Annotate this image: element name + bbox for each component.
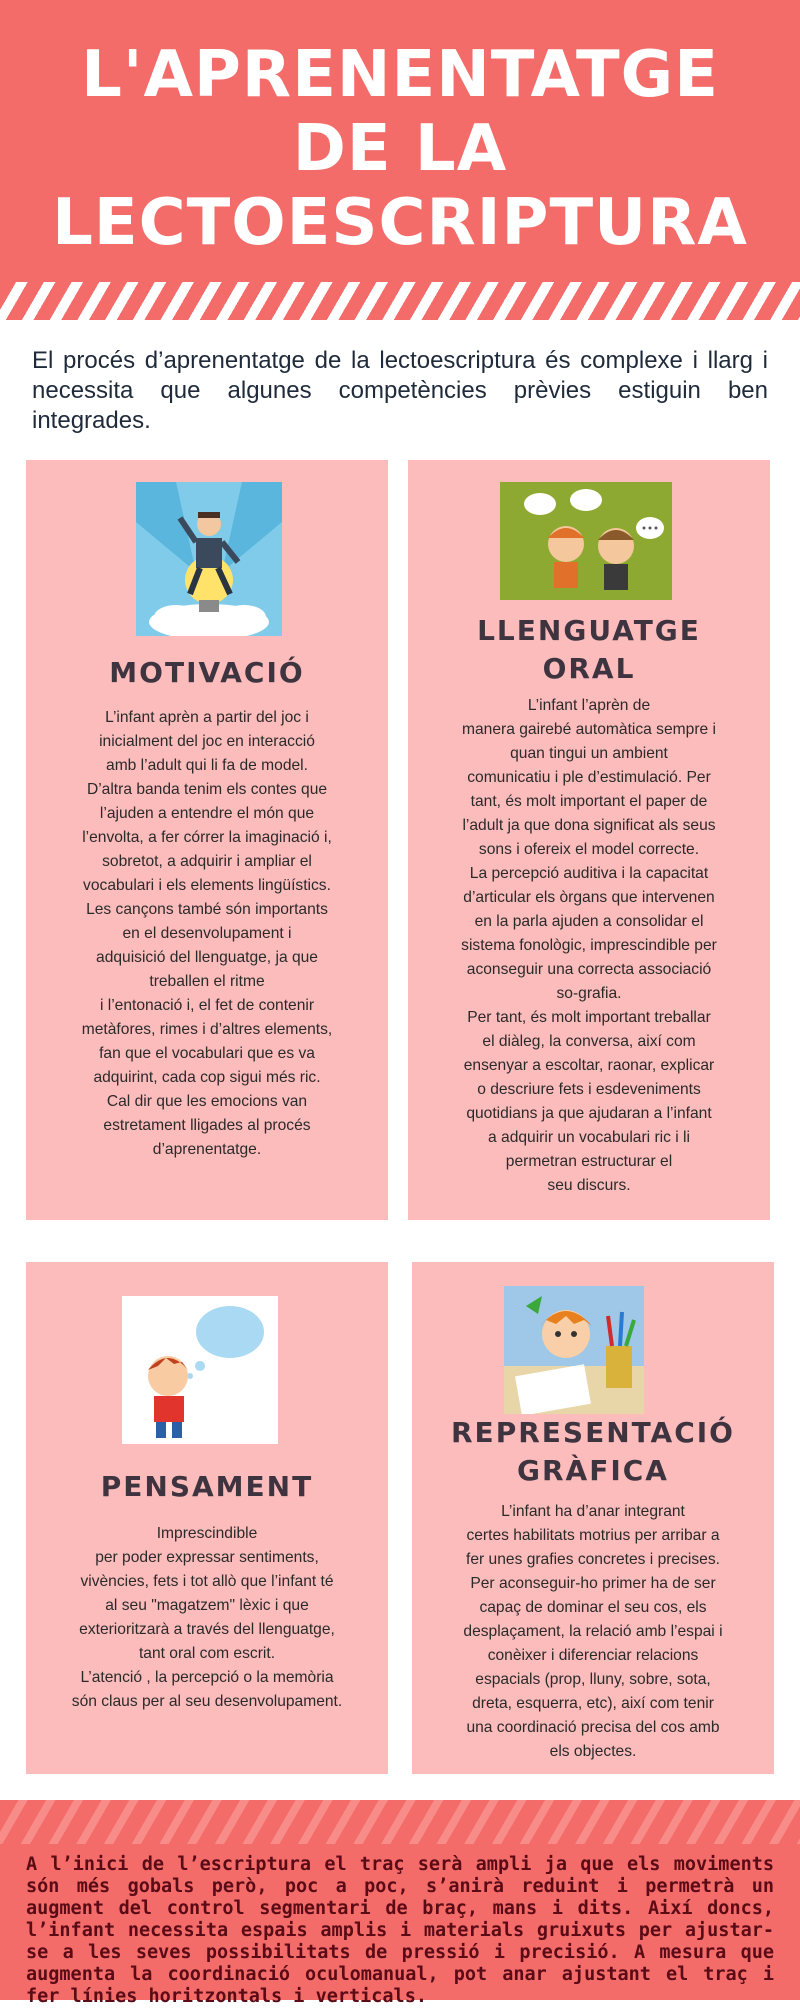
card-llenguatge-oral — [408, 460, 770, 1220]
page-title — [0, 38, 800, 260]
card-title-llenguatge-line1: LLENGUATGE — [477, 614, 701, 647]
header-banner — [0, 0, 800, 320]
talking-kids-icon — [500, 482, 672, 600]
title-line-2: DE LA — [292, 112, 508, 186]
card-body-pensament: Imprescindible per poder expressar sentiments, vivències, fets i tot allò que l’infant té al seu "magatzem" lèxic i que exterioritzarà a través del llenguatge, tant oral com escrit. L’atenció , la percepció o la memòria són claus per al seu desenvolupament. — [71, 1525, 343, 1710]
card-title-representacio-line1: REPRESENTACIÓ — [451, 1416, 735, 1449]
intro-paragraph: El procés d’aprenentatge de la lectoescriptura és complexe i llarg i necessita que algunes competències prèvies estiguin ben integrades. — [32, 347, 768, 434]
footer-stripe-divider — [0, 1800, 800, 1844]
card-title-representacio-grafica — [412, 1414, 774, 1490]
card-body-llenguatge-oral: L’infant l’aprèn de manera gairebé automàtica sempre i quan tingui un ambient comunicatiu i ple d’estimulació. Per tant, és molt important el paper de l’adult ja que dona significat als seus sons i ofereix el model correcte. La percepció auditiva i la capacitat d’articular els òrgans que intervenen en la parla ajuden a consolidar el sistema fonològic, imprescindible per aconseguir una correcta associació so-grafia. Per tant, és molt important treballar el diàleg, la conversa, així com ensenyar a escoltar, raonar, explicar o descriure fets i esdeveniments quotidians ja que ajudaran a l’infant a adquirir un vocabulari ric i li permetran estructurar el seu discurs. — [461, 697, 717, 1194]
card-body-representacio-grafica: L’infant ha d’anar integrant certes habilitats motrius per arribar a fer unes grafies concretes i precises. Per aconseguir-ho primer ha de ser capaç de dominar el seu cos, els desplaçament, la relació amb l’espai i conèixer i diferenciar relacions espacials (prop, lluny, sobre, sota, dreta, esquerra, etc), així com tenir una coordinació precisa del cos amb els objectes. — [463, 1503, 723, 1760]
thinking-child-icon — [122, 1296, 278, 1444]
card-title-representacio-line2: GRÀFICA — [517, 1454, 669, 1487]
title-line-3: LECTOESCRIPTURA — [52, 186, 748, 260]
card-representacio-grafica — [412, 1262, 774, 1774]
header-stripe-divider — [0, 282, 800, 320]
lightbulb-man-icon — [136, 482, 282, 636]
drawing-girl-icon — [504, 1286, 644, 1414]
card-title-motivacio: MOTIVACIÓ — [109, 656, 305, 689]
title-line-1: L'APRENENTATGE — [81, 38, 719, 112]
card-title-llenguatge-oral — [408, 612, 770, 688]
footer-paragraph: A l’inici de l’escriptura el traç serà ampli ja que els moviments són més gobals però, poc a poc, s’anirà reduint i permetrà un augment del control segmentari de braç, mans i dits. Així doncs, l’infant necessita espais amplis i materials gruixuts per ajustar-se a les seves possibilitats de pressió i precisió. A mesura que augmenta la coordinació oculomanual, pot anar ajustant el traç i fer línies horitzontals i verticals. — [26, 1854, 774, 2007]
card-motivacio — [26, 460, 388, 1220]
card-body-motivacio: L’infant aprèn a partir del joc i inicialment del joc en interacció amb l’adult qui li fa de model. D’altra banda tenim els contes que l’ajuden a entendre el món que l’envolta, a fer córrer la imaginació i, sobretot, a adquirir i ampliar el vocabulari i els elements lingüístics. Les cançons també són importants en el desenvolupament i adquisició del llenguatge, ja que treballen el ritme i l’entonació i, el fet de contenir metàfores, rimes i d’altres elements, fan que el vocabulari que es va adquirint, cada cop sigui més ric. Cal dir que les emocions van estretament lligades al procés d’aprenentatge. — [81, 709, 333, 1158]
card-title-pensament: PENSAMENT — [100, 1470, 314, 1503]
card-pensament — [26, 1262, 388, 1774]
card-title-llenguatge-line2: ORAL — [542, 652, 636, 685]
